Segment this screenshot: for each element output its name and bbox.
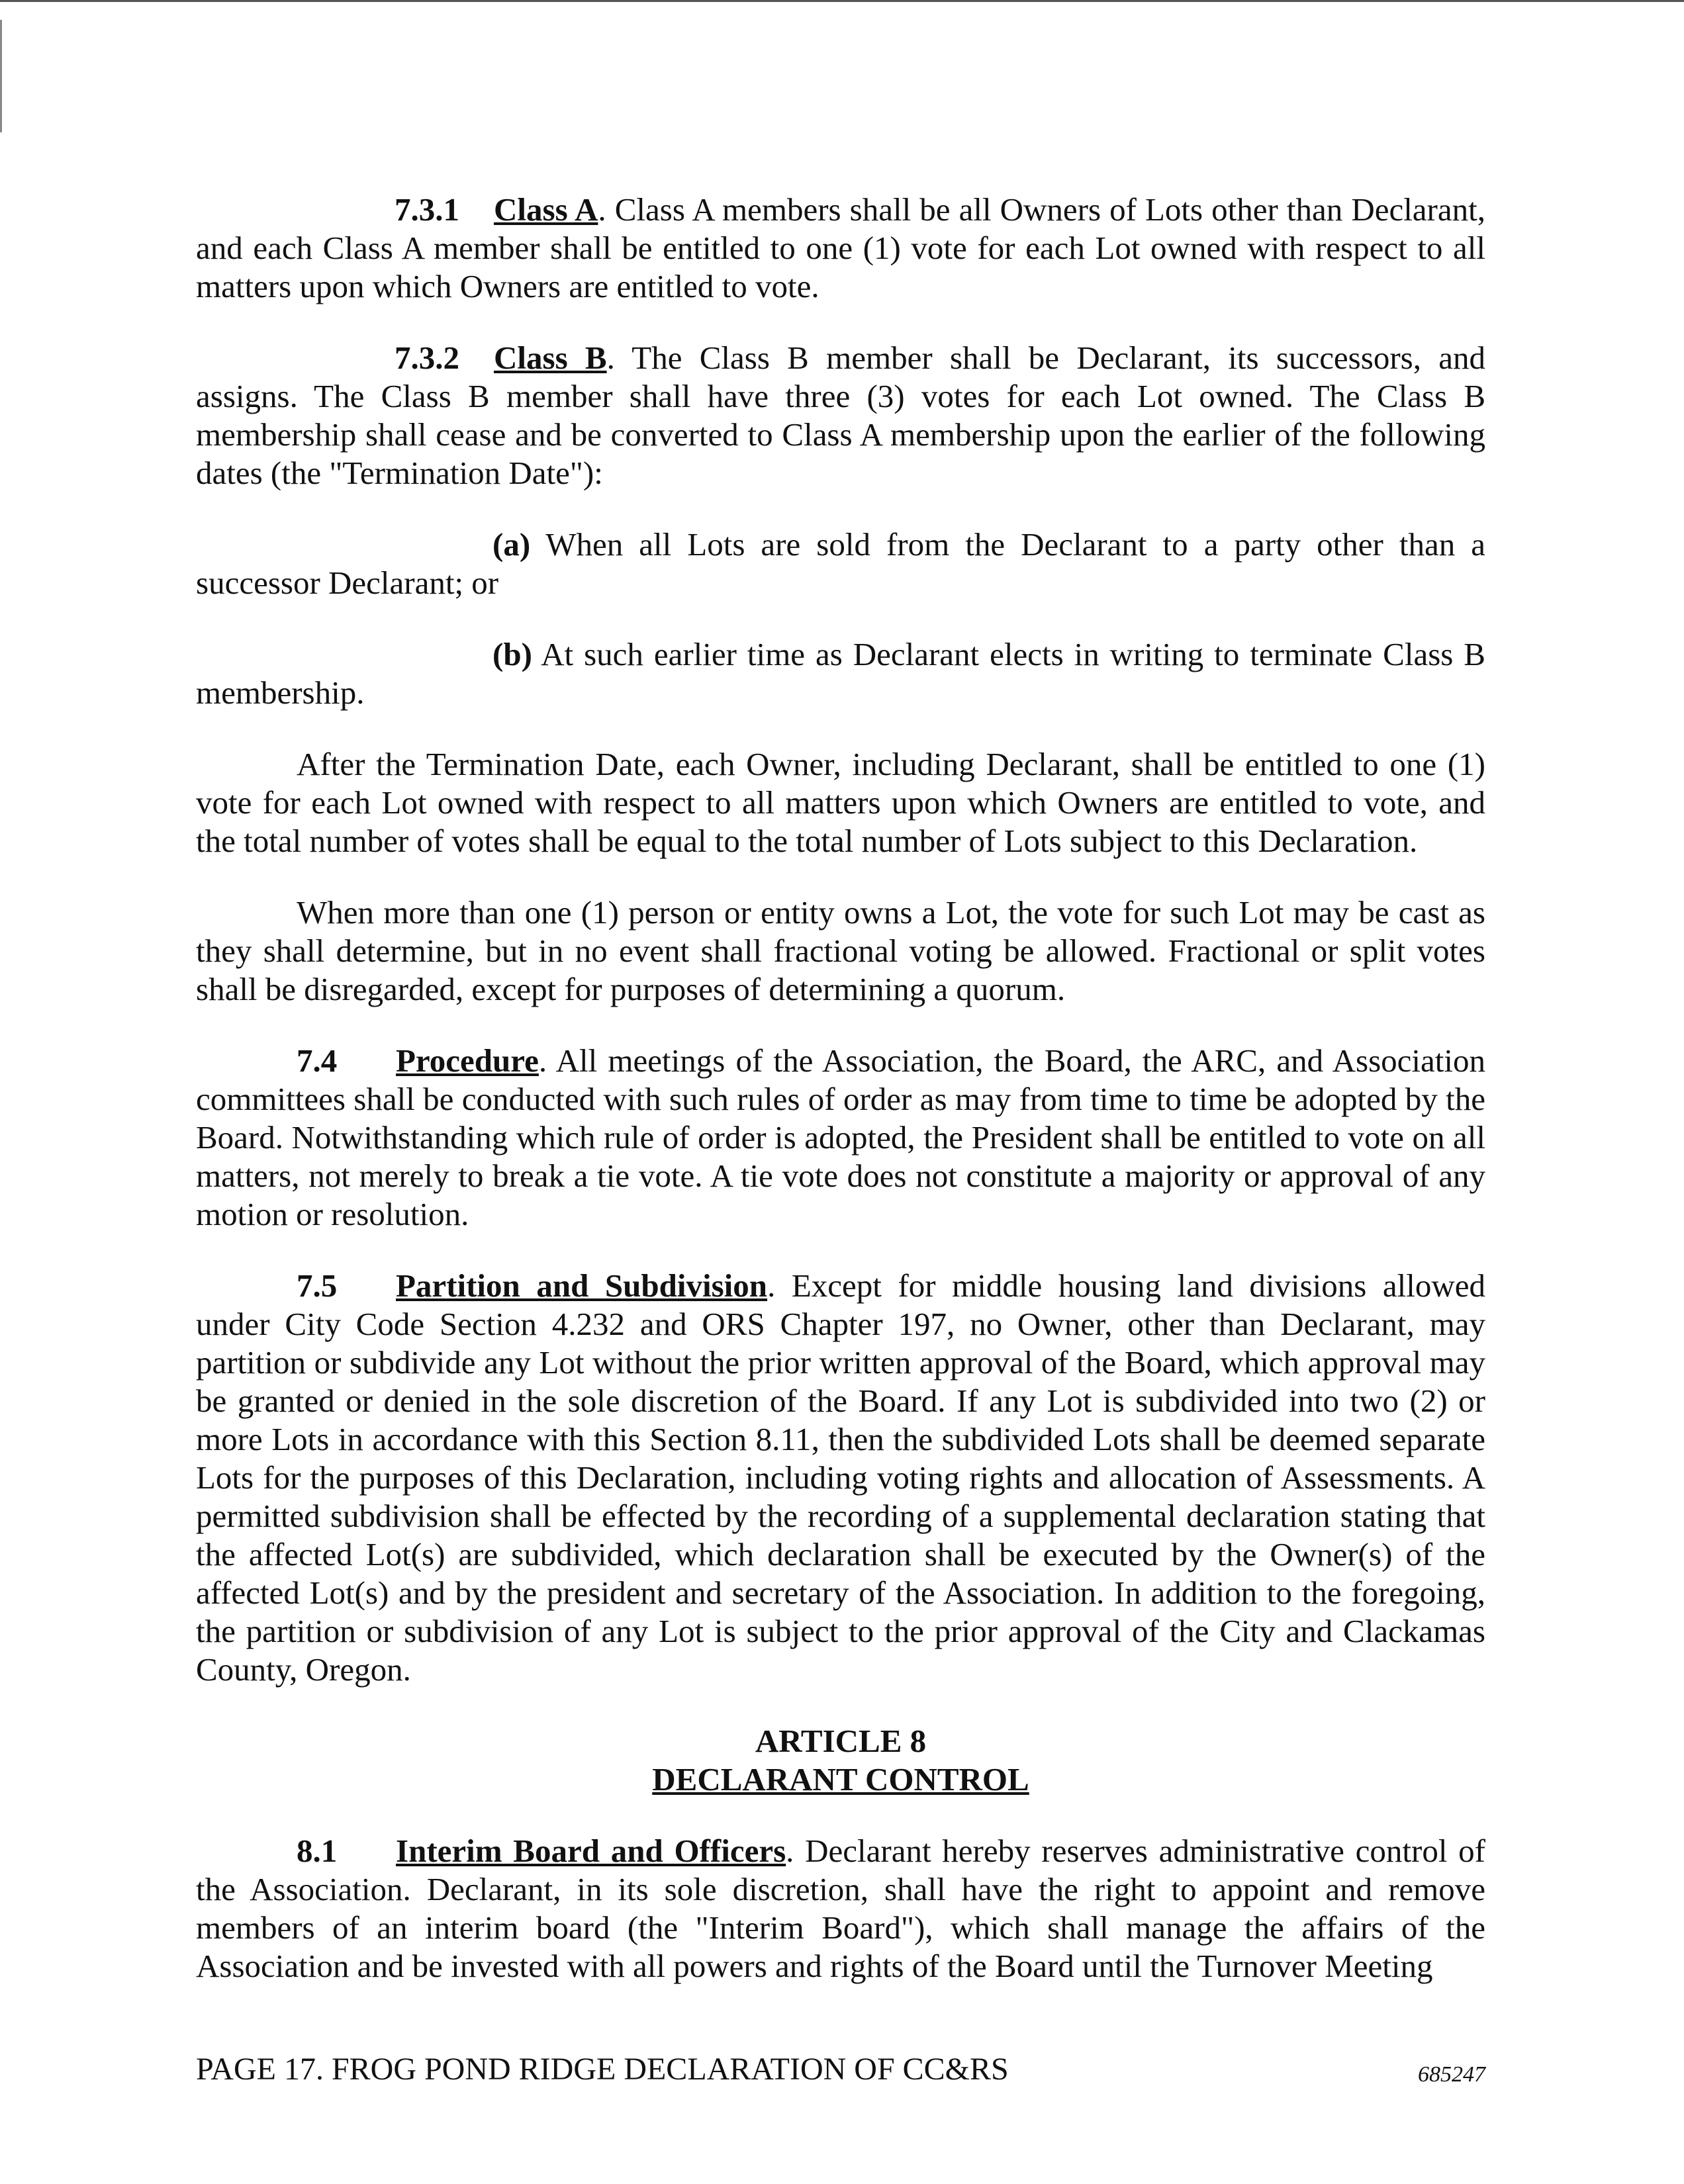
- paragraph-multiple-owners: When more than one (1) person or entity owns a Lot, the vote for such Lot may be cast as they shall determine, but in no event shall fractional voting be allowed. Fractional or split votes shall be disregarded, except for purposes of determining a quorum.: [196, 894, 1485, 1007]
- section-7-5: [196, 1267, 1485, 1689]
- section-7-4: [196, 1042, 1485, 1234]
- top-border-line: [0, 0, 1684, 2]
- section-7-3-1: [196, 191, 1485, 306]
- subsection-body: At such earlier time as Declarant elects in writing to terminate Class B membership.: [196, 636, 1485, 711]
- article-8-heading: [196, 1722, 1485, 1799]
- footer-doc-number: 685247: [1418, 2062, 1485, 2087]
- section-body: . Class A members shall be all Owners of Lots other than Declarant, and each Class A member shall be entitled to one (1) vote for each Lot owned with respect to all matters upon which Owners are entitled to vote.: [196, 191, 1485, 304]
- subsection-a: [196, 525, 1485, 602]
- article-title: DECLARANT CONTROL: [652, 1761, 1029, 1797]
- article-number: ARTICLE 8: [755, 1723, 927, 1759]
- subsection-b: [196, 635, 1485, 712]
- section-8-1: [196, 1832, 1485, 1985]
- section-body: . All meetings of the Association, the Board, the ARC, and Association committees shall be conducted with such rules of order as may from time to time be adopted by the Board. Notwithstanding which rule of order is adopted, the President shall be entitled to vote on all matters, not merely to break a tie vote. A tie vote does not constitute a majority or approval of any motion or resolution.: [196, 1042, 1485, 1232]
- section-number: 7.4: [297, 1042, 338, 1079]
- section-body: . Except for middle housing land divisions allowed under City Code Section 4.232 and ORS Chapter 197, no Owner, other than Declarant, may partition or subdivide any Lot without the prior written approval of the Board, which approval may be granted or denied in the sole discretion of the Board. If any Lot is subdivided into two (2) or more Lots in accordance with this Section 8.11, then the subdivided Lots shall be deemed separate Lots for the purposes of this Declaration, including voting rights and allocation of Assessments. A permitted subdivision shall be effected by the recording of a supplemental declaration stating that the affected Lot(s) are subdivided, which declaration shall be executed by the Owner(s) of the affected Lot(s) and by the president and secretary of the Association. In addition to the foregoing, the partition or subdivision of any Lot is subject to the prior approval of the City and Clackamas County, Oregon.: [196, 1267, 1486, 1688]
- section-title: Partition and Subdivision: [396, 1267, 768, 1304]
- subsection-label: (b): [492, 636, 532, 672]
- section-title: Interim Board and Officers: [396, 1833, 786, 1869]
- section-body: . The Class B member shall be Declarant, its successors, and assigns. The Class B member shall have three (3) votes for each Lot owned. The Class B membership shall cease and be converted to Class A membership upon the earlier of the following dates (the "Termination Date"):: [196, 340, 1485, 491]
- section-7-3-2: [196, 339, 1485, 492]
- section-number: 7.3.1: [395, 191, 459, 228]
- section-title: Procedure: [396, 1042, 539, 1079]
- section-title: Class B: [494, 340, 607, 376]
- left-scan-mark: [0, 20, 2, 132]
- paragraph-after-termination: After the Termination Date, each Owner, including Declarant, shall be entitled to one (1) vote for each Lot owned with respect to all matters upon which Owners are entitled to vote, and the total number of votes shall be equal to the total number of Lots subject to this Declaration.: [196, 746, 1485, 859]
- section-title: Class A: [494, 191, 598, 228]
- section-number: 7.5: [297, 1267, 338, 1304]
- section-number: 8.1: [297, 1833, 338, 1869]
- subsection-body: When all Lots are sold from the Declarant to a party other than a successor Declarant; or: [196, 526, 1485, 601]
- document-page: [196, 191, 1485, 2019]
- subsection-label: (a): [492, 526, 531, 563]
- footer-page-label: PAGE 17. FROG POND RIDGE DECLARATION OF CC&RS: [196, 2052, 1009, 2087]
- section-body: . Declarant hereby reserves administrative control of the Association. Declarant, in its sole discretion, shall have the right to appoint and remove members of an interim board (the "Interim Board"), which shall manage the affairs of the Association and be invested with all powers and rights of the Board until the Turnover Meeting: [196, 1833, 1485, 1984]
- section-number: 7.3.2: [395, 340, 459, 376]
